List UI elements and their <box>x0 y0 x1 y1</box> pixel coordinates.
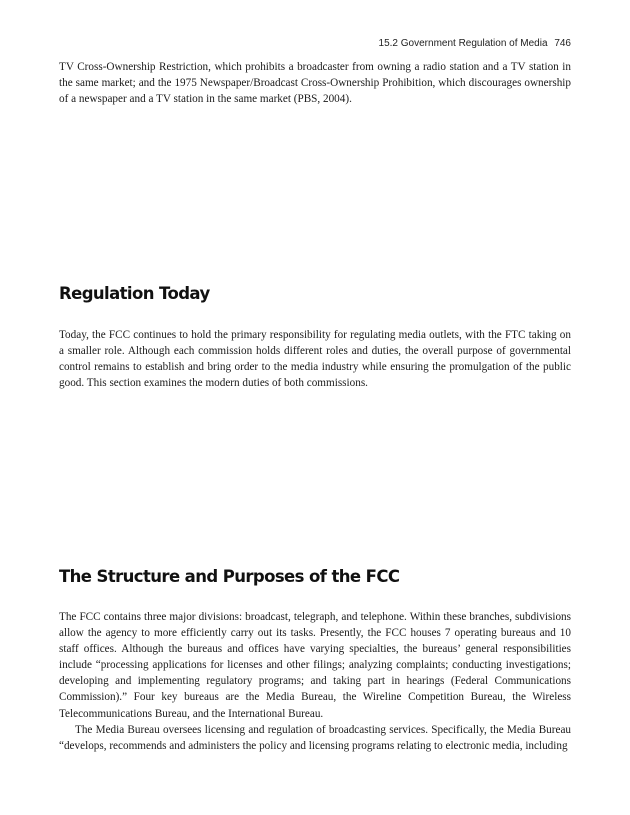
page-number: 746 <box>554 38 571 49</box>
paragraph-regulation-today: Today, the FCC continues to hold the primary responsibility for regulating media outlets, with the FTC taking on a smaller role. Although each commission holds different roles and duties, the overall purpose of governmental control remains to establish and bring order to the media industry while ensuring the promulgation of the public good. This section examines the modern duties of both commissions. <box>59 329 571 390</box>
running-header <box>379 38 571 49</box>
heading-regulation-today: Regulation Today <box>59 284 210 303</box>
heading-fcc-structure: The Structure and Purposes of the FCC <box>59 567 400 586</box>
paragraph-fcc-divisions: The FCC contains three major divisions: broadcast, telegraph, and telephone. Within these branches, subdivisions allow the agency to more efficiently carry out its tasks. Presently, the FCC houses 7 operating bureaus and 10 staff offices. Although the bureaus and offices have varying specialties, the bureaus’ general responsibilities include “processing applications for licenses and other filings; analyzing complaints; conducting investigations; developing and implementing regulatory programs; and taking part in hearings (Federal Communications Commission).” Four key bureaus are the Media Bureau, the Wireline Competition Bureau, the Wireless Telecommunications Bureau, and the International Bureau. <box>59 611 571 720</box>
section-title: 15.2 Government Regulation of Media <box>378 38 548 49</box>
paragraph-media-bureau: The Media Bureau oversees licensing and regulation of broadcasting services. Specifically, the Media Bureau “develops, recommends and administers the policy and licensing programs relating to electronic media, including <box>59 724 571 753</box>
paragraph-cross-ownership: TV Cross-Ownership Restriction, which prohibits a broadcaster from owning a radio station and a TV station in the same market; and the 1975 Newspaper/Broadcast Cross-Ownership Prohibition, which discourages ownership of a newspaper and a TV station in the same market (PBS, 2004). <box>59 61 571 106</box>
